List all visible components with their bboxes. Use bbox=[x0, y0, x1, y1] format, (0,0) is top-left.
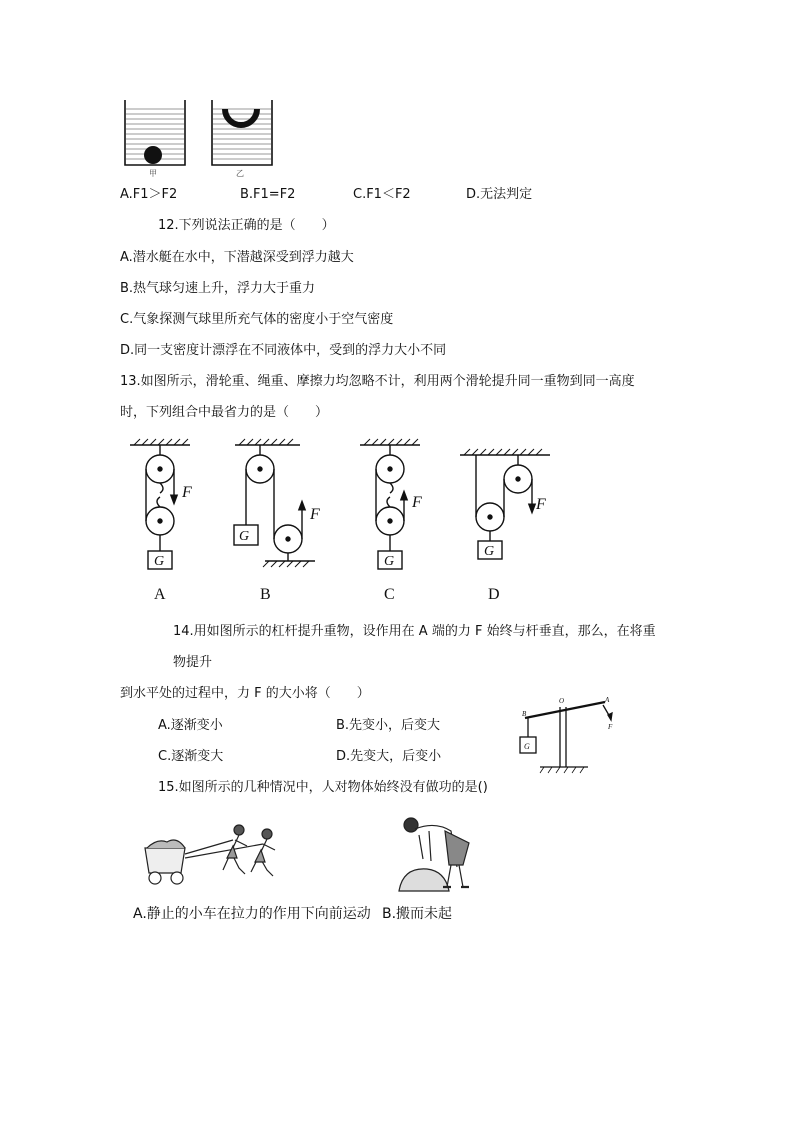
q13-weight-d: G bbox=[484, 544, 495, 559]
q14-stem-line1: 14.用如图所示的杠杆提升重物，设作用在 A 端的力 F 始终与杆垂直，那么，在将重 bbox=[173, 624, 656, 639]
q11-option-b: B.F1=F2 bbox=[240, 187, 296, 202]
q13-stem-line2: 时，下列组合中最省力的是（ ） bbox=[120, 405, 329, 420]
q13-stem-line1: 13.如图所示，滑轮重、绳重、摩擦力均忽略不计，利用两个滑轮提升同一重物到同一高度 bbox=[120, 374, 635, 389]
q13-weight-c: G bbox=[384, 554, 395, 569]
q13-force-a: F bbox=[182, 484, 192, 501]
q14-option-c: C.逐渐变大 bbox=[158, 749, 224, 764]
q13-force-b: F bbox=[310, 506, 320, 523]
q12-option-d: D.同一支密度计漂浮在不同液体中，受到的浮力大小不同 bbox=[120, 343, 447, 358]
q12-option-c: C.气象探测气球里所充气体的密度小于空气密度 bbox=[120, 312, 394, 327]
q15-lifting-figure bbox=[385, 813, 475, 895]
q12-stem: 12.下列说法正确的是（ ） bbox=[158, 218, 335, 233]
q14-label-f: F bbox=[608, 723, 613, 731]
q13-letter-a: A bbox=[154, 586, 166, 603]
q11-option-c: C.F1＜F2 bbox=[353, 187, 411, 202]
q14-option-d: D.先变大，后变小 bbox=[336, 749, 442, 764]
q14-option-b: B.先变小，后变大 bbox=[336, 718, 441, 733]
beaker-yi bbox=[212, 100, 272, 165]
q15-caption-b: B.搬而未起 bbox=[382, 906, 453, 922]
q15-stem: 15.如图所示的几种情况中，人对物体始终没有做功的是() bbox=[158, 780, 488, 795]
q11-option-d: D.无法判定 bbox=[466, 187, 533, 202]
q13-weight-a: G bbox=[154, 554, 165, 569]
beaker-label-yi: 乙 bbox=[236, 169, 244, 178]
q13-force-d: F bbox=[536, 496, 546, 513]
q15-caption-a: A.静止的小车在拉力的作用下向前运动 bbox=[133, 906, 371, 922]
q13-weight-b: G bbox=[239, 529, 250, 544]
q14-label-g: G bbox=[524, 742, 530, 751]
q13-letter-b: B bbox=[260, 586, 271, 603]
q14-option-a: A.逐渐变小 bbox=[158, 718, 223, 733]
q12-option-a: A.潜水艇在水中，下潜越深受到浮力越大 bbox=[120, 250, 354, 265]
q14-stem-line3: 到水平处的过程中，力 F 的大小将（ ） bbox=[120, 686, 370, 701]
q15-cart-pulling-figure bbox=[135, 818, 285, 893]
q14-label-b: B bbox=[522, 710, 527, 718]
q14-stem-line2: 物提升 bbox=[173, 655, 213, 670]
q12-option-b: B.热气球匀速上升，浮力大于重力 bbox=[120, 281, 316, 296]
beaker-jia bbox=[125, 100, 185, 165]
q14-lever-figure bbox=[510, 693, 620, 775]
beaker-label-jia: 甲 bbox=[149, 169, 157, 178]
q13-force-c: F bbox=[412, 494, 422, 511]
q13-letter-d: D bbox=[488, 586, 500, 603]
q13-letter-c: C bbox=[384, 586, 395, 603]
q14-label-a: A bbox=[605, 696, 610, 704]
q11-option-a: A.F1＞F2 bbox=[120, 187, 178, 202]
q11-beakers-figure bbox=[115, 95, 275, 180]
q14-label-o: O bbox=[559, 697, 565, 705]
q13-pulley-figure bbox=[120, 435, 560, 605]
